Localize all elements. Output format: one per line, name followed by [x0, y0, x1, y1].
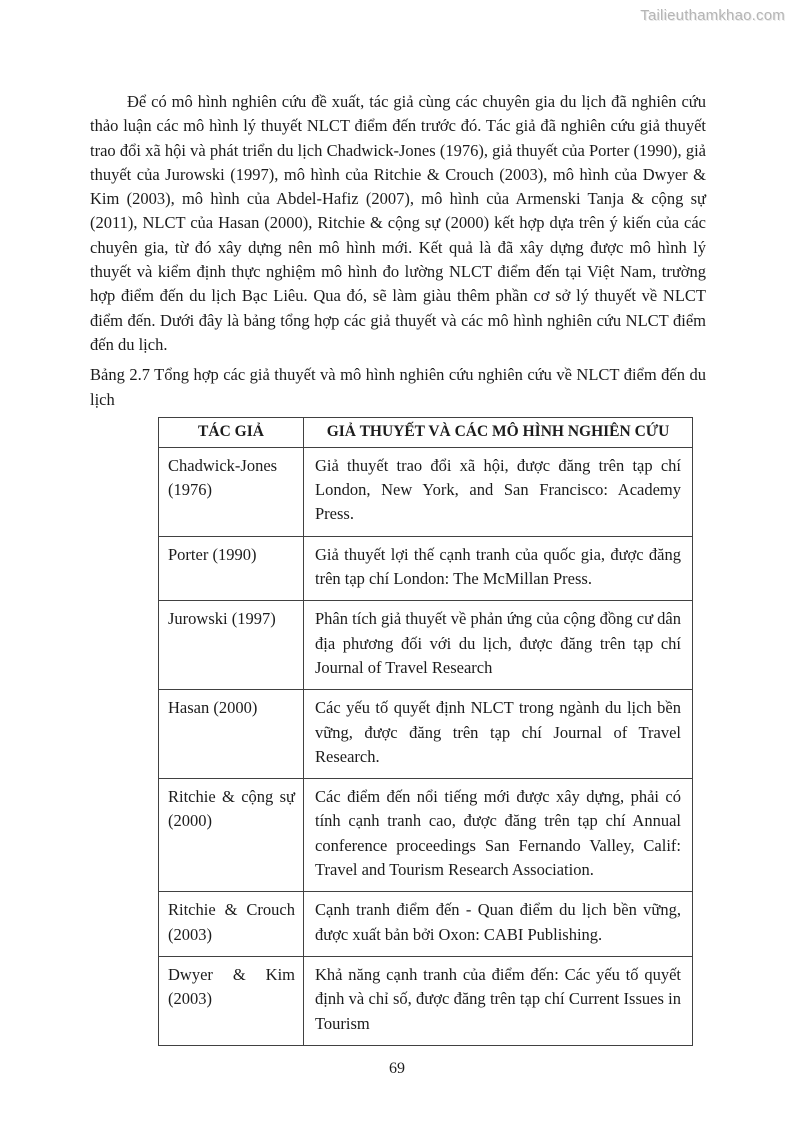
hypotheses-models-table	[158, 417, 693, 1046]
description-cell: Phân tích giả thuyết về phản ứng của cộng đồng cư dân địa phương đối với du lịch, được đăng trên tạp chí Journal of Travel Research	[304, 601, 693, 690]
table-row	[159, 690, 693, 779]
document-body	[90, 90, 706, 1046]
description-cell: Khả năng cạnh tranh của điểm đến: Các yếu tố quyết định và chỉ số, được đăng trên tạp chí Current Issues in Tourism	[304, 956, 693, 1045]
table-row	[159, 447, 693, 536]
page-number: 69	[389, 1060, 405, 1077]
table-header-row	[159, 417, 693, 447]
column-header-author: TÁC GIẢ	[159, 417, 304, 447]
author-cell: Hasan (2000)	[159, 690, 304, 779]
column-header-hypothesis: GIẢ THUYẾT VÀ CÁC MÔ HÌNH NGHIÊN CỨU	[304, 417, 693, 447]
intro-paragraph: Để có mô hình nghiên cứu đề xuất, tác giả cùng các chuyên gia du lịch đã nghiên cứu thảo luận các mô hình lý thuyết NLCT điểm đến trước đó. Tác giả đã nghiên cứu giả thuyết trao đổi xã hội và phát triển du lịch Chadwick-Jones (1976), giả thuyết của Porter (1990), giả thuyết của Jurowski (1997), mô hình của Ritchie & Crouch (2003), mô hình của Dwyer & Kim (2003), mô hình của Abdel-Hafiz (2007), mô hình của Armenski Tanja & cộng sự (2011), NLCT của Hasan (2000), Ritchie & cộng sự (2000) kết hợp dựa trên ý kiến của các chuyên gia, từ đó xây dựng nên mô hình mới. Kết quả là đã xây dựng được mô hình lý thuyết và kiểm định thực nghiệm mô hình đo lường NLCT điểm đến tại Việt Nam, trường hợp điểm đến du lịch Bạc Liêu. Qua đó, sẽ làm giàu thêm phần cơ sở lý thuyết về NLCT điểm đến. Dưới đây là bảng tổng hợp các giả thuyết và các mô hình nghiên cứu NLCT điểm đến du lịch.	[90, 92, 706, 354]
author-cell: Chadwick-Jones (1976)	[159, 447, 304, 536]
table-row	[159, 956, 693, 1045]
watermark: Tailieuthamkhao.com	[640, 7, 785, 24]
table-row	[159, 536, 693, 601]
author-cell: Ritchie & Crouch (2003)	[159, 892, 304, 957]
table-caption: Bảng 2.7 Tổng hợp các giả thuyết và mô hình nghiên cứu nghiên cứu về NLCT điểm đến du lịch	[90, 365, 706, 409]
description-cell: Các yếu tố quyết định NLCT trong ngành du lịch bền vững, được đăng trên tạp chí Journal of Travel Research.	[304, 690, 693, 779]
table-row	[159, 779, 693, 892]
author-cell: Jurowski (1997)	[159, 601, 304, 690]
description-cell: Giả thuyết trao đổi xã hội, được đăng trên tạp chí London, New York, and San Francisco: Academy Press.	[304, 447, 693, 536]
description-cell: Cạnh tranh điểm đến - Quan điểm du lịch bền vững, được xuất bản bởi Oxon: CABI Publishing.	[304, 892, 693, 957]
table-row	[159, 892, 693, 957]
author-cell: Ritchie & cộng sự (2000)	[159, 779, 304, 892]
author-cell: Porter (1990)	[159, 536, 304, 601]
table-row	[159, 601, 693, 690]
description-cell: Các điểm đến nổi tiếng mới được xây dựng, phải có tính cạnh tranh cao, được đăng trên tạp chí Annual conference proceedings San Fernando Valley, Calif: Travel and Tourism Research Association.	[304, 779, 693, 892]
author-cell: Dwyer & Kim (2003)	[159, 956, 304, 1045]
description-cell: Giả thuyết lợi thế cạnh tranh của quốc gia, được đăng trên tạp chí London: The McMillan Press.	[304, 536, 693, 601]
